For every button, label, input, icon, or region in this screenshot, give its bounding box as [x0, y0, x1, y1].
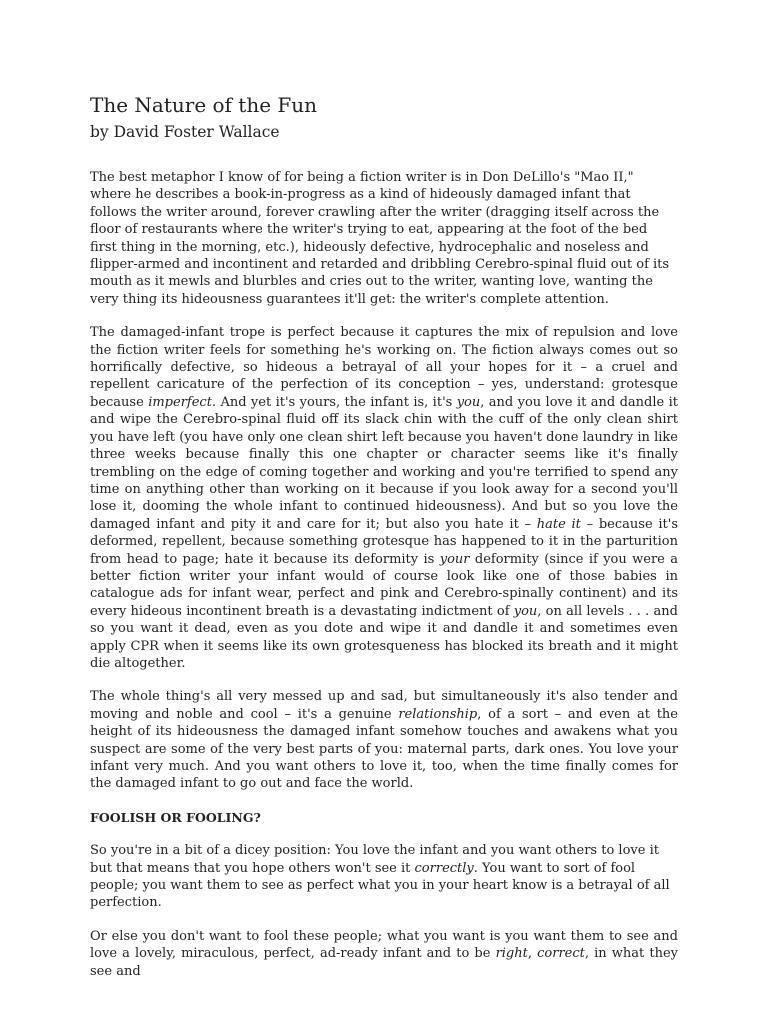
- text-run: . You want to sort of fool people; you want them to see as perfect what you in your heart know is a betrayal of all perfection.: [90, 860, 670, 911]
- paragraph-5: [90, 928, 678, 980]
- text-run: The whole thing's all very messed up and sad, but simultaneously it's also tender and moving and noble and cool – it's a genuine: [90, 689, 678, 722]
- paragraph-4: [90, 842, 678, 912]
- text-run: So you're in a bit of a dicey position: You love the infant and you want others to love it but that means that you hope others won't see it: [90, 843, 659, 876]
- paragraph-1-text: The best metaphor I know of for being a fiction writer is in Don DeLillo's "Mao II," where he describes a book-in-progress as a kind of hideously damaged infant that follows the writer around, forever crawling after the writer (dragging itself across the floor of restaurants where the writer's trying to eat, appearing at the foot of the bed first thing in the morning, etc.), hideously defective, hydrocephalic and noseless and flipper-armed and incontinent and retarded and dribbling Cerebro-spinal fluid out of its mouth as it mewls and blurbles and cries out to the writer, wanting love, wanting the very thing its hideousness guarantees it'll get: the writer's complete attention.: [90, 170, 670, 307]
- text-run: – because it's deformed, repellent, because something grotesque has happened to it in the parturition from head to page; hate it because its deformity is: [90, 516, 678, 567]
- text-run: The damaged-infant trope is perfect because it captures the mix of repulsion and love the fiction writer feels for something he's working on. The fiction always comes out so horrifically defective, so hideous a betrayal of all your hopes for it – a cruel and repellent caricature of the perfection of its conception – yes, understand: grotesque because: [90, 325, 678, 410]
- italic-run: correctly: [414, 860, 474, 876]
- paragraph-3: [90, 688, 678, 792]
- document-title: The Nature of the Fun: [90, 93, 318, 117]
- italic-run: your: [439, 551, 470, 567]
- text-run: . And yet it's yours, the infant is, it's: [211, 394, 457, 410]
- paragraph-2: [90, 324, 678, 672]
- italic-run: right: [495, 946, 528, 962]
- author-byline: by David Foster Wallace: [90, 123, 280, 141]
- text-run: deformity (since if you were a better fiction writer your infant would of course look like one of those babies in catalogue ads for infant wear, perfect and pink and Cerebro-spinally continent) and its every hideous incontinent breath is a devastating indictment of: [90, 551, 678, 619]
- text-run: , and you love it and dandle it and wipe the Cerebro-spinal fluid off its slack chin with the cuff of the only clean shirt you have left (you have only one clean shirt left because you haven't done laundry in like three weeks because finally this one chapter or character seems like it's finally trembling on the edge of coming together and working and you're terrified to spend any time on anything other than working on it because if you look away for a second you'll lose it, dooming the whole infant to continued hideousness). And but so you love the damaged infant and pity it and care for it; but also you hate it –: [90, 394, 678, 532]
- italic-run: hate it: [536, 516, 581, 532]
- italic-run: relationship: [398, 706, 478, 722]
- text-run: ,: [527, 946, 538, 962]
- article-body: [90, 169, 678, 980]
- italic-run: correct: [537, 946, 585, 962]
- italic-run: you: [456, 394, 481, 410]
- section-heading: FOOLISH OR FOOLING?: [90, 809, 261, 825]
- text-run: , in what they see and: [90, 946, 679, 979]
- text-run: , on all levels . . . and so you want it dead, even as you dote and wipe it and dandle it and sometimes even apply CPR when it seems like its own grotesqueness has blocked its breath and it might die altogether.: [90, 603, 678, 671]
- paragraph-1: [90, 169, 678, 308]
- text-run: Or else you don't want to fool these people; what you want is you want them to see and love a lovely, miraculous, perfect, ad-ready infant and to be: [90, 928, 678, 962]
- italic-run: imperfect: [148, 394, 212, 410]
- italic-run: you: [513, 603, 538, 619]
- text-run: , of a sort – and even at the height of its hideousness the damaged infant somehow touches and awakens what you suspect are some of the very best parts of you: maternal parts, dark ones. You love your infant very much. And you want others to love it, too, when the time finally comes for the damaged infant to go out and face the world.: [90, 706, 678, 792]
